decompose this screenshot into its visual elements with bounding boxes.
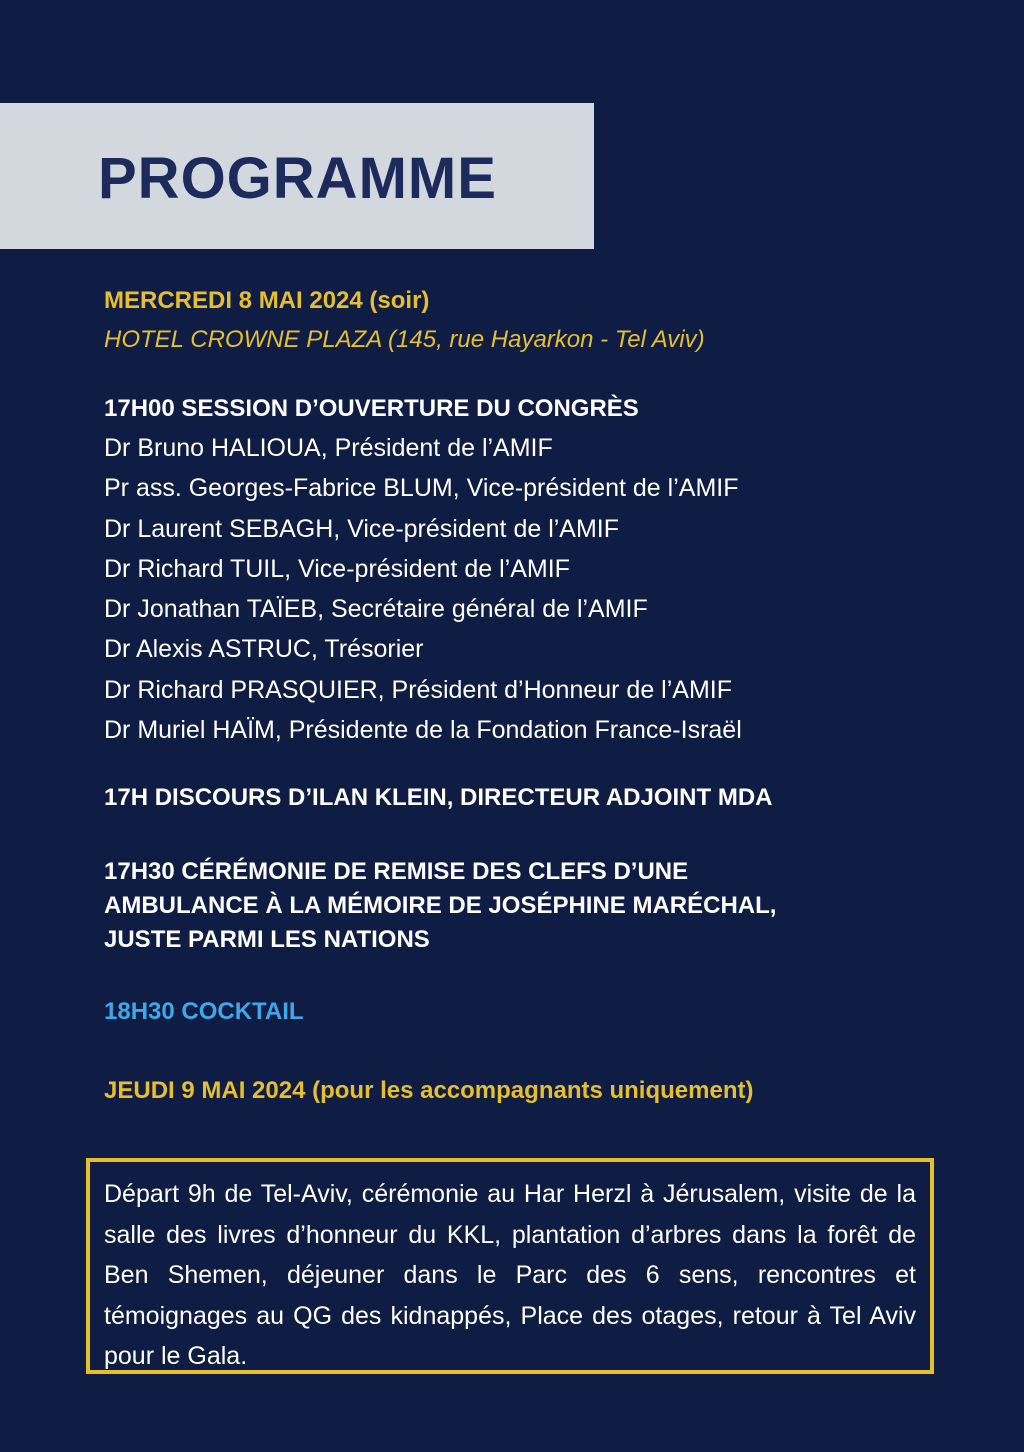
day1-venue: HOTEL CROWNE PLAZA (145, rue Hayarkon - Tel Aviv) — [104, 326, 705, 353]
speaker-item: Dr Richard PRASQUIER, Président d’Honneur de l’AMIF — [104, 675, 733, 704]
speaker-item: Dr Laurent SEBAGH, Vice-président de l’AMIF — [104, 514, 620, 543]
page-title: PROGRAMME — [98, 146, 497, 211]
speaker-list — [104, 428, 934, 750]
programme-content — [104, 286, 934, 1106]
speaker-item: Dr Richard TUIL, Vice-président de l’AMIF — [104, 554, 570, 583]
speaker-item: Dr Muriel HAÏM, Présidente de la Fondation France-Israël — [104, 716, 742, 745]
day2-info-box — [86, 1158, 934, 1374]
speaker-item: Pr ass. Georges-Fabrice BLUM, Vice-président de l’AMIF — [104, 474, 739, 503]
ceremony-line: 17H30 CÉRÉMONIE DE REMISE DES CLEFS D’UNE — [104, 858, 689, 886]
speaker-item: Dr Bruno HALIOUA, Président de l’AMIF — [104, 434, 553, 462]
day1-heading: MERCREDI 8 MAI 2024 (soir) — [104, 287, 430, 314]
ceremony-event — [104, 855, 934, 957]
ceremony-line: JUSTE PARMI LES NATIONS — [104, 926, 430, 954]
ceremony-line: AMBULANCE À LA MÉMOIRE DE JOSÉPHINE MARÉCHAL, — [104, 892, 777, 920]
session-title: 17H00 SESSION D’OUVERTURE DU CONGRÈS — [104, 395, 639, 422]
day2-heading: JEUDI 9 MAI 2024 (pour les accompagnants uniquement) — [104, 1077, 754, 1105]
speaker-item: Dr Jonathan TAÏEB, Secrétaire général de l’AMIF — [104, 595, 648, 624]
speaker-item: Dr Alexis ASTRUC, Trésorier — [104, 635, 424, 664]
day2-description: Départ 9h de Tel-Aviv, cérémonie au Har Herzl à Jérusalem, visite de la salle des livres d’honneur du KKL, plantation d’arbres dans la forêt de Ben Shemen, déjeuner dans le Parc des 6 sens, rencontres et témoignages au QG des kidnappés, Place des otages, retour à Tel Aviv pour le Gala. — [104, 1180, 916, 1370]
speech-event: 17H DISCOURS D’ILAN KLEIN, DIRECTEUR ADJOINT MDA — [104, 784, 773, 812]
cocktail-event: 18H30 COCKTAIL — [104, 998, 304, 1026]
